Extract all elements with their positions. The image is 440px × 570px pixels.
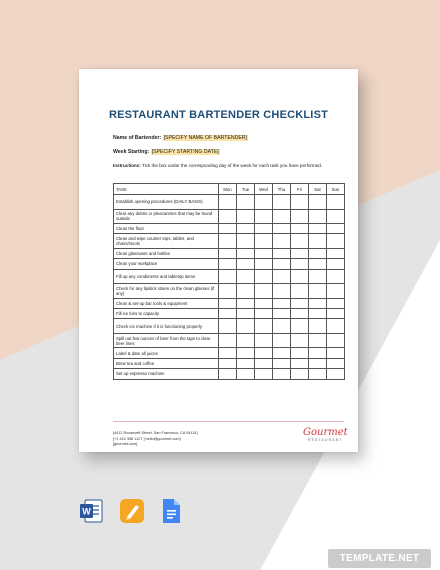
checkbox-cell-fri[interactable] [291,224,309,234]
checkbox-cell-sun[interactable] [327,348,345,358]
table-row [114,284,345,299]
logo-subtitle: RESTAURANT [307,438,343,442]
checkbox-cell-sun[interactable] [327,309,345,319]
checkbox-cell-tue[interactable] [237,234,255,249]
checkbox-cell-fri[interactable] [291,234,309,249]
gourmet-logo [303,428,348,442]
table-row [114,234,345,249]
table-row [114,309,345,319]
task-cell: Spill out few ounces of beer from the taps to clear beer lines [114,333,219,348]
day-header-sun: Sun [327,184,345,195]
checkbox-cell-wed[interactable] [255,269,273,284]
table-row [114,209,345,224]
day-header-thu: Thu [273,184,291,195]
checkbox-cell-tue[interactable] [237,319,255,334]
table-row [114,298,345,308]
checkbox-cell-mon[interactable] [219,309,237,319]
checkbox-cell-sun[interactable] [327,298,345,308]
task-cell: Brew tea and coffee [114,358,219,368]
checkbox-cell-wed[interactable] [255,284,273,299]
task-cell: Clean and wipe counter tops, tables, and chairs/stools [114,234,219,249]
checkbox-cell-wed[interactable] [255,358,273,368]
checkbox-cell-fri[interactable] [291,369,309,379]
checkbox-cell-thu[interactable] [273,224,291,234]
google-docs-icon[interactable] [158,498,184,524]
task-cell: Set up espresso machine [114,369,219,379]
checkbox-cell-sat[interactable] [309,348,327,358]
logo-brand: Gourmet [303,427,348,438]
task-table-body [114,195,345,380]
checkbox-cell-thu[interactable] [273,369,291,379]
checkbox-cell-sat[interactable] [309,309,327,319]
instructions-label: Instructions: [113,163,141,168]
checkbox-cell-wed[interactable] [255,348,273,358]
instructions [113,163,345,169]
task-cell: Check for any lipstick stains on the clean glasses (if any) [114,284,219,299]
document-title: RESTAURANT BARTENDER CHECKLIST [108,109,329,121]
checkbox-cell-sun[interactable] [327,369,345,379]
checkbox-cell-mon[interactable] [219,348,237,358]
checkbox-cell-thu[interactable] [273,348,291,358]
checkbox-cell-fri[interactable] [291,319,309,334]
pages-icon[interactable] [119,498,145,524]
checkbox-cell-sat[interactable] [309,209,327,224]
checkbox-cell-tue[interactable] [237,195,255,210]
checkbox-cell-wed[interactable] [255,309,273,319]
checkbox-cell-sun[interactable] [327,209,345,224]
table-row [114,195,345,210]
checkbox-cell-thu[interactable] [273,333,291,348]
checkbox-cell-thu[interactable] [273,309,291,319]
contact-line: [+1 415 358 1127 ] hello@gourmet.com] [113,436,181,441]
task-cell: Fill up any condiments and tabletop items [114,269,219,284]
table-row [114,224,345,234]
checkbox-cell-sat[interactable] [309,234,327,249]
task-cell: Check ice machine if it is functioning properly [114,319,219,334]
checkbox-cell-mon[interactable] [219,333,237,348]
word-icon-letter: W [82,506,91,517]
week-field [113,149,220,155]
week-value: [SPECIFY STARTING DATE] [151,149,219,155]
checkbox-cell-mon[interactable] [219,248,237,258]
day-header-mon: Mon [219,184,237,195]
checkbox-cell-wed[interactable] [255,298,273,308]
checkbox-cell-sat[interactable] [309,333,327,348]
checkbox-cell-tue[interactable] [237,224,255,234]
checkbox-cell-fri[interactable] [291,195,309,210]
checkbox-cell-fri[interactable] [291,209,309,224]
checkbox-cell-sun[interactable] [327,333,345,348]
checkbox-cell-mon[interactable] [219,358,237,368]
checkbox-cell-mon[interactable] [219,224,237,234]
template-watermark: TEMPLATE.NET [328,549,431,568]
address-line: [4412 Roosevelt Street, San Francisco, CA 94114] [113,431,198,435]
bartender-value: [SPECIFY NAME OF BARTENDER] [163,135,247,141]
checkbox-cell-wed[interactable] [255,333,273,348]
checkbox-cell-mon[interactable] [219,369,237,379]
web-line: [gourmet.com] [113,442,138,447]
table-row [114,348,345,358]
table-row [114,248,345,258]
table-row [114,319,345,334]
task-cell: Clean & set-up bar tools & equipment [114,298,219,308]
task-cell: Clean glassware and bottles [114,248,219,258]
checkbox-cell-fri[interactable] [291,309,309,319]
task-cell: Establish opening procedures (DAILY BASIS) [114,195,219,210]
checkbox-cell-sun[interactable] [327,284,345,299]
checkbox-cell-sat[interactable] [309,248,327,258]
checkbox-cell-tue[interactable] [237,333,255,348]
checkbox-cell-mon[interactable] [219,269,237,284]
checkbox-cell-mon[interactable] [219,284,237,299]
checkbox-cell-sun[interactable] [327,224,345,234]
checkbox-cell-sat[interactable] [309,319,327,334]
checkbox-cell-sat[interactable] [309,284,327,299]
day-header-sat: Sat [309,184,327,195]
day-header-wed: Wed [255,184,273,195]
checkbox-cell-wed[interactable] [255,224,273,234]
checkbox-cell-thu[interactable] [273,269,291,284]
table-row [114,369,345,379]
task-cell: Clear any debris or pleacantries that may be found outside [114,209,219,224]
table-header-row [114,184,345,195]
checkbox-cell-tue[interactable] [237,269,255,284]
checkbox-cell-tue[interactable] [237,358,255,368]
checkbox-cell-thu[interactable] [273,284,291,299]
task-cell: Fill ice bins to capacity [114,309,219,319]
checkbox-cell-thu[interactable] [273,259,291,269]
checkbox-cell-sun[interactable] [327,234,345,249]
task-table [113,183,345,380]
checkbox-cell-wed[interactable] [255,195,273,210]
checkbox-cell-tue[interactable] [237,209,255,224]
checkbox-cell-thu[interactable] [273,319,291,334]
checkbox-cell-tue[interactable] [237,369,255,379]
instructions-text: Tick the box under the corresponding day of the week for each task you have performed. [142,163,323,168]
table-row [114,358,345,368]
checkbox-cell-mon[interactable] [219,298,237,308]
checkbox-cell-fri[interactable] [291,284,309,299]
day-header-fri: Fri [291,184,309,195]
checkbox-cell-sat[interactable] [309,259,327,269]
footer-address [113,431,198,448]
checkbox-cell-tue[interactable] [237,248,255,258]
checkbox-cell-mon[interactable] [219,319,237,334]
checkbox-cell-wed[interactable] [255,259,273,269]
bartender-label: Name of Bartender: [113,135,162,141]
checkbox-cell-sun[interactable] [327,195,345,210]
day-header-tue: Tue [237,184,255,195]
checkbox-cell-sat[interactable] [309,269,327,284]
task-cell: Clean the floor [114,224,219,234]
footer-divider [113,421,344,422]
checkbox-cell-tue[interactable] [237,284,255,299]
task-column-header: TASK [114,184,219,195]
checkbox-cell-sat[interactable] [309,224,327,234]
checkbox-cell-sun[interactable] [327,319,345,334]
checkbox-cell-mon[interactable] [219,234,237,249]
checkbox-cell-sun[interactable] [327,358,345,368]
checkbox-cell-tue[interactable] [237,309,255,319]
checkbox-cell-fri[interactable] [291,333,309,348]
checkbox-cell-thu[interactable] [273,248,291,258]
checkbox-cell-fri[interactable] [291,248,309,258]
checkbox-cell-fri[interactable] [291,259,309,269]
checkbox-cell-sun[interactable] [327,259,345,269]
bartender-field [113,135,248,141]
checkbox-cell-fri[interactable] [291,269,309,284]
checkbox-cell-mon[interactable] [219,195,237,210]
checkbox-cell-wed[interactable] [255,248,273,258]
checkbox-cell-mon[interactable] [219,259,237,269]
checklist-document [79,69,358,452]
checkbox-cell-sat[interactable] [309,298,327,308]
checkbox-cell-tue[interactable] [237,298,255,308]
table-row [114,259,345,269]
checkbox-cell-mon[interactable] [219,209,237,224]
checkbox-cell-fri[interactable] [291,298,309,308]
checkbox-cell-sun[interactable] [327,248,345,258]
checkbox-cell-fri[interactable] [291,358,309,368]
checkbox-cell-wed[interactable] [255,369,273,379]
word-icon[interactable] [78,498,104,524]
table-row [114,333,345,348]
checkbox-cell-thu[interactable] [273,358,291,368]
checkbox-cell-tue[interactable] [237,348,255,358]
task-cell: Clean your workplace [114,259,219,269]
checkbox-cell-sun[interactable] [327,269,345,284]
checkbox-cell-thu[interactable] [273,195,291,210]
checkbox-cell-thu[interactable] [273,234,291,249]
checkbox-cell-thu[interactable] [273,298,291,308]
week-label: Week Starting: [113,149,150,155]
checkbox-cell-sat[interactable] [309,195,327,210]
checkbox-cell-fri[interactable] [291,348,309,358]
checkbox-cell-sat[interactable] [309,369,327,379]
checkbox-cell-tue[interactable] [237,259,255,269]
checkbox-cell-thu[interactable] [273,209,291,224]
table-row [114,269,345,284]
checkbox-cell-wed[interactable] [255,209,273,224]
checkbox-cell-wed[interactable] [255,234,273,249]
checkbox-cell-wed[interactable] [255,319,273,334]
task-cell: Label & date all juices [114,348,219,358]
checkbox-cell-sat[interactable] [309,358,327,368]
